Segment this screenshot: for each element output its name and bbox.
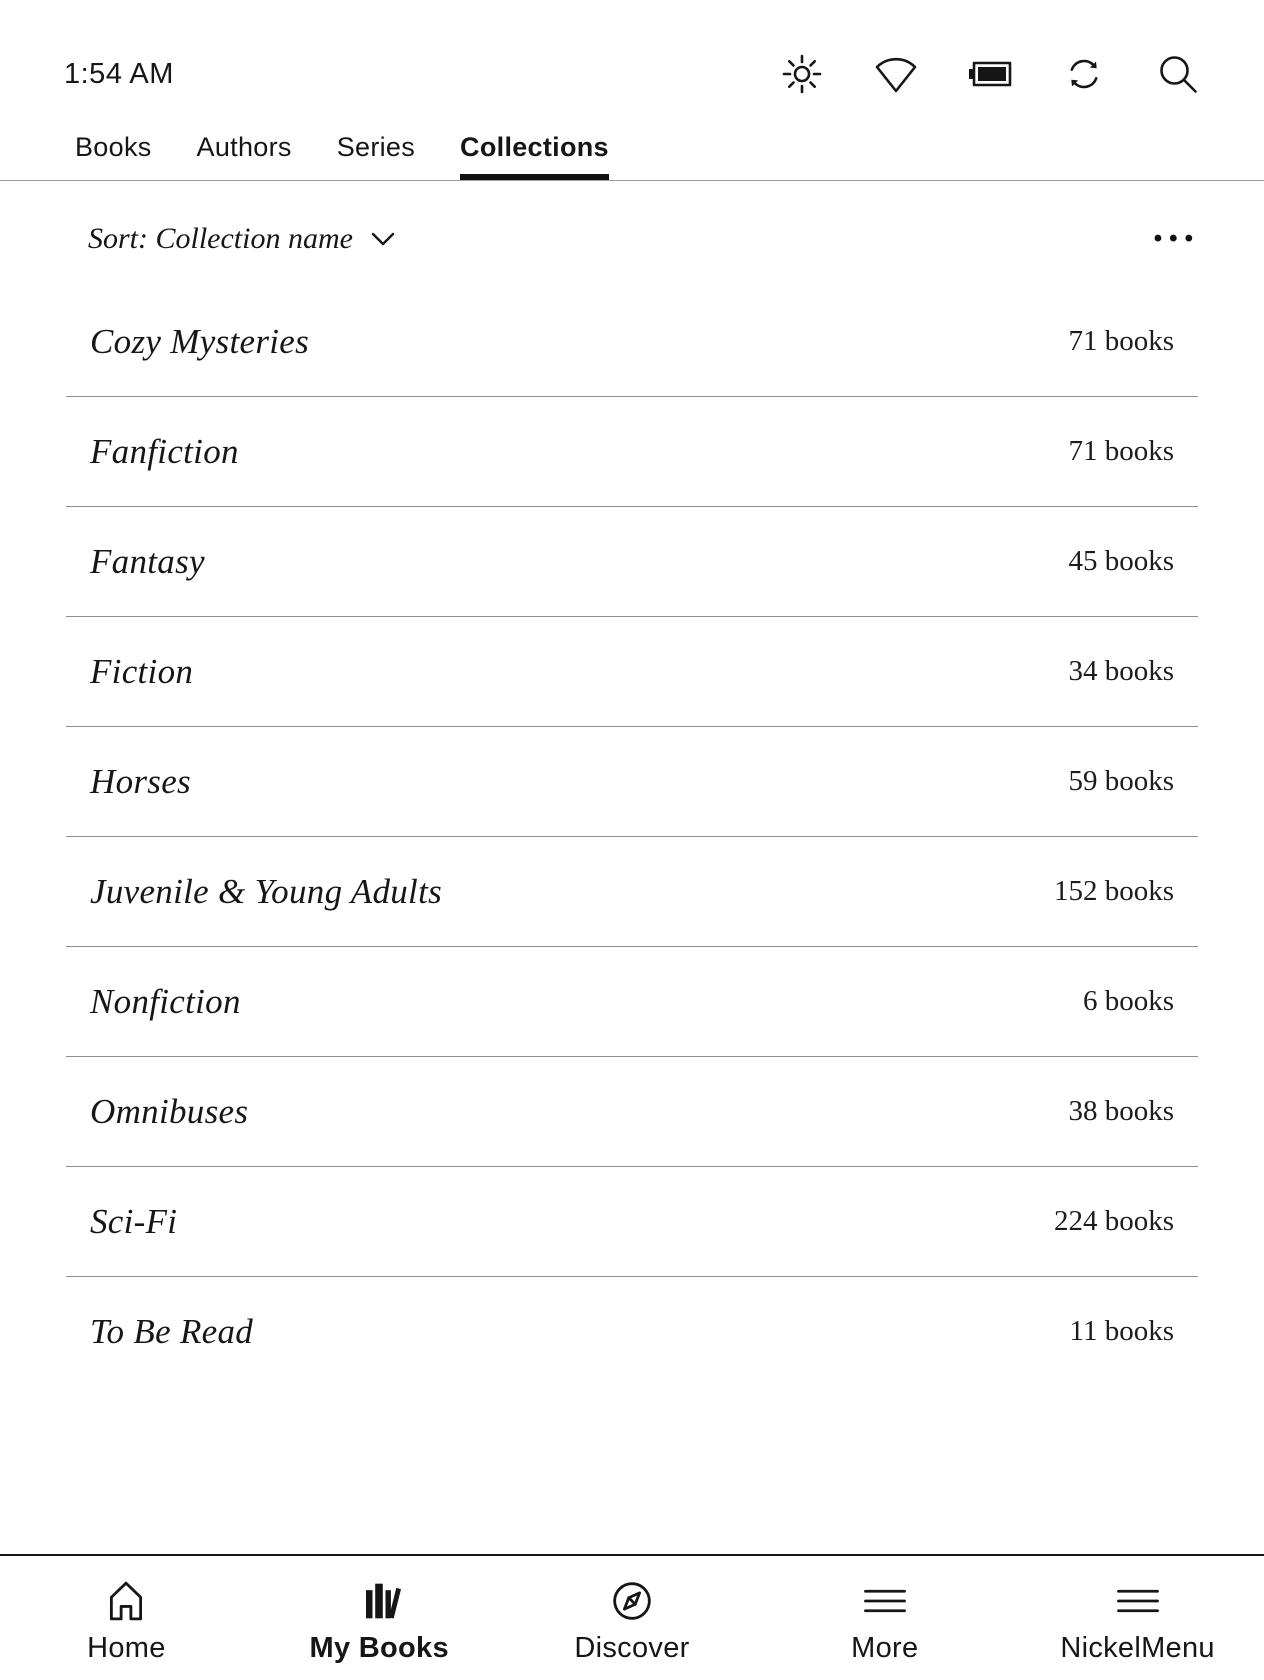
collection-name: Fantasy xyxy=(90,541,205,581)
brightness-icon[interactable] xyxy=(778,50,826,98)
collection-name: To Be Read xyxy=(90,1311,254,1351)
nav-more[interactable] xyxy=(758,1556,1011,1680)
collection-count: 71 books xyxy=(1068,325,1174,357)
battery-icon xyxy=(966,50,1014,98)
status-icons xyxy=(778,50,1202,98)
nav-label: Home xyxy=(87,1632,166,1664)
nav-nickelmenu[interactable] xyxy=(1011,1556,1264,1680)
collection-name: Fanfiction xyxy=(90,431,239,471)
nav-label: More xyxy=(851,1632,919,1664)
tab-series[interactable]: Series xyxy=(336,132,416,162)
nav-home[interactable] xyxy=(0,1556,253,1680)
sort-dropdown[interactable] xyxy=(64,222,395,256)
status-bar xyxy=(0,0,1264,98)
search-icon[interactable] xyxy=(1154,50,1202,98)
nav-my-books[interactable] xyxy=(253,1556,506,1680)
tab-collections[interactable]: Collections xyxy=(460,132,609,180)
collection-row[interactable] xyxy=(66,616,1198,726)
collection-name: Nonfiction xyxy=(90,981,241,1021)
clock: 1:54 AM xyxy=(64,57,174,90)
library-tabs xyxy=(0,132,1264,181)
sync-icon[interactable] xyxy=(1060,50,1108,98)
collection-row[interactable] xyxy=(66,726,1198,836)
collection-count: 38 books xyxy=(1068,1095,1174,1127)
home-icon xyxy=(100,1575,152,1627)
collection-row[interactable] xyxy=(66,506,1198,616)
chevron-down-icon xyxy=(371,232,395,247)
collection-name: Fiction xyxy=(90,651,194,691)
collection-name: Omnibuses xyxy=(90,1091,249,1131)
tab-books[interactable]: Books xyxy=(75,132,152,162)
menu-icon xyxy=(1112,1575,1164,1627)
tab-authors[interactable]: Authors xyxy=(196,132,292,162)
collection-count: 45 books xyxy=(1068,545,1174,577)
collection-row[interactable] xyxy=(66,396,1198,506)
nav-label: NickelMenu xyxy=(1060,1632,1215,1664)
collection-row[interactable] xyxy=(66,1276,1198,1386)
collection-name: Cozy Mysteries xyxy=(90,321,310,361)
menu-icon xyxy=(859,1575,911,1627)
collection-row[interactable] xyxy=(66,1056,1198,1166)
collection-name: Horses xyxy=(90,761,191,801)
collection-count: 6 books xyxy=(1082,985,1174,1017)
nav-label: Discover xyxy=(574,1632,690,1664)
collection-name: Sci-Fi xyxy=(90,1201,178,1241)
wifi-icon[interactable] xyxy=(872,50,920,98)
bottom-nav xyxy=(0,1554,1264,1680)
nav-discover[interactable] xyxy=(506,1556,759,1680)
collection-row[interactable] xyxy=(66,287,1198,396)
compass-icon xyxy=(606,1575,658,1627)
collection-name: Juvenile & Young Adults xyxy=(90,871,443,911)
collection-count: 34 books xyxy=(1068,655,1174,687)
nav-label: My Books xyxy=(309,1632,449,1664)
collection-count: 11 books xyxy=(1069,1315,1174,1347)
books-icon xyxy=(353,1575,405,1627)
collection-row[interactable] xyxy=(66,836,1198,946)
collection-row[interactable] xyxy=(66,946,1198,1056)
sort-label: Sort: Collection name xyxy=(88,222,353,255)
sort-row xyxy=(64,207,1200,271)
collection-list xyxy=(66,287,1198,1386)
overflow-menu-button[interactable]: ••• xyxy=(1153,225,1200,252)
collection-row[interactable] xyxy=(66,1166,1198,1276)
collection-count: 152 books xyxy=(1053,875,1174,907)
collection-count: 224 books xyxy=(1053,1205,1174,1237)
collection-count: 71 books xyxy=(1068,435,1174,467)
collection-count: 59 books xyxy=(1068,765,1174,797)
